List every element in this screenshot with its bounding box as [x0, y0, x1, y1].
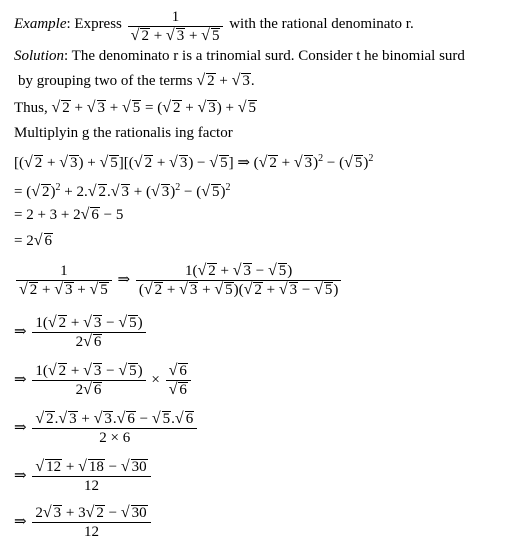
sum-line: = 2 + 3 + 2√ 6 − 5 — [14, 206, 124, 223]
solution-label: Solution — [14, 48, 65, 64]
example-fraction: $\frac{1}{√ 2 + √ 3 + √ 5}$ — [128, 8, 224, 45]
result-line: = 2√ 6 — [14, 232, 52, 249]
multiplying-text: Multiplyin g the rationalis ing factor — [14, 125, 233, 141]
solution-text: : The denominato r is a trinomial surd. Consider t he binomial surd — [64, 48, 465, 64]
rationalise-step-6: ⇒ $\frac{2√ 3 + 3√ 2 - √ 30}{12}$ — [14, 504, 153, 541]
solution-line — [14, 47, 465, 65]
rationalise-step-2: ⇒ $\frac{1(√ 2 + √ 3 - √ 5)}{2√ 6}$ — [14, 314, 148, 351]
example-line — [14, 8, 414, 45]
example-text-b: with the rational denominato r. — [229, 16, 414, 32]
grouping-expr: √ 2 + √ 3. — [196, 72, 255, 89]
thus-text: Thus, — [14, 100, 48, 116]
grouping-line — [18, 72, 255, 90]
multiplying-line — [14, 124, 233, 142]
rationalise-step-1: $\frac{1}{√ 2 + √ 3 + √ 5}$ ⇒ $\frac{1(√ 2 + √ 3 - √ 5)}{(√ 2 + √ 3 + √ 5)(√ 2 + √ 3 - √ 5)}$ — [14, 262, 343, 299]
grouping-text: by grouping two of the terms — [18, 73, 193, 89]
rationalise-step-3: ⇒ $\frac{1(√ 2 + √ 3 - √ 5)}{2√ 6}$ × $\frac{√ 6}{√ 6}$ — [14, 362, 193, 399]
bracket-product-line: [(√ 2 + √ 3) + √ 5][(√ 2 + √ 3) − √ 5] ⇒ (√ 2 + √ 3)$^2$ − (√ 5)$^2$ — [14, 153, 374, 171]
rationalise-step-4: ⇒ $\frac{√ 2.√ 3 + √ 3.√ 6 - √ 5.√ 6}{2 \times 6}$ — [14, 410, 199, 447]
thus-line — [14, 99, 257, 117]
expansion-line: = (√ 2)$^2$ + 2.√ 2.√ 3 + (√ 3)$^2$ − (√ 5)$^2$ — [14, 182, 231, 200]
example-text-a: : Express — [66, 16, 122, 32]
thus-expr: √ 2 + √ 3 + √ 5 = (√ 2 + √ 3) + √ 5 — [51, 99, 257, 116]
rationalise-step-5: ⇒ $\frac{√ 12 + √ 18 - √ 30}{12}$ — [14, 458, 153, 495]
example-label: Example — [14, 16, 67, 32]
